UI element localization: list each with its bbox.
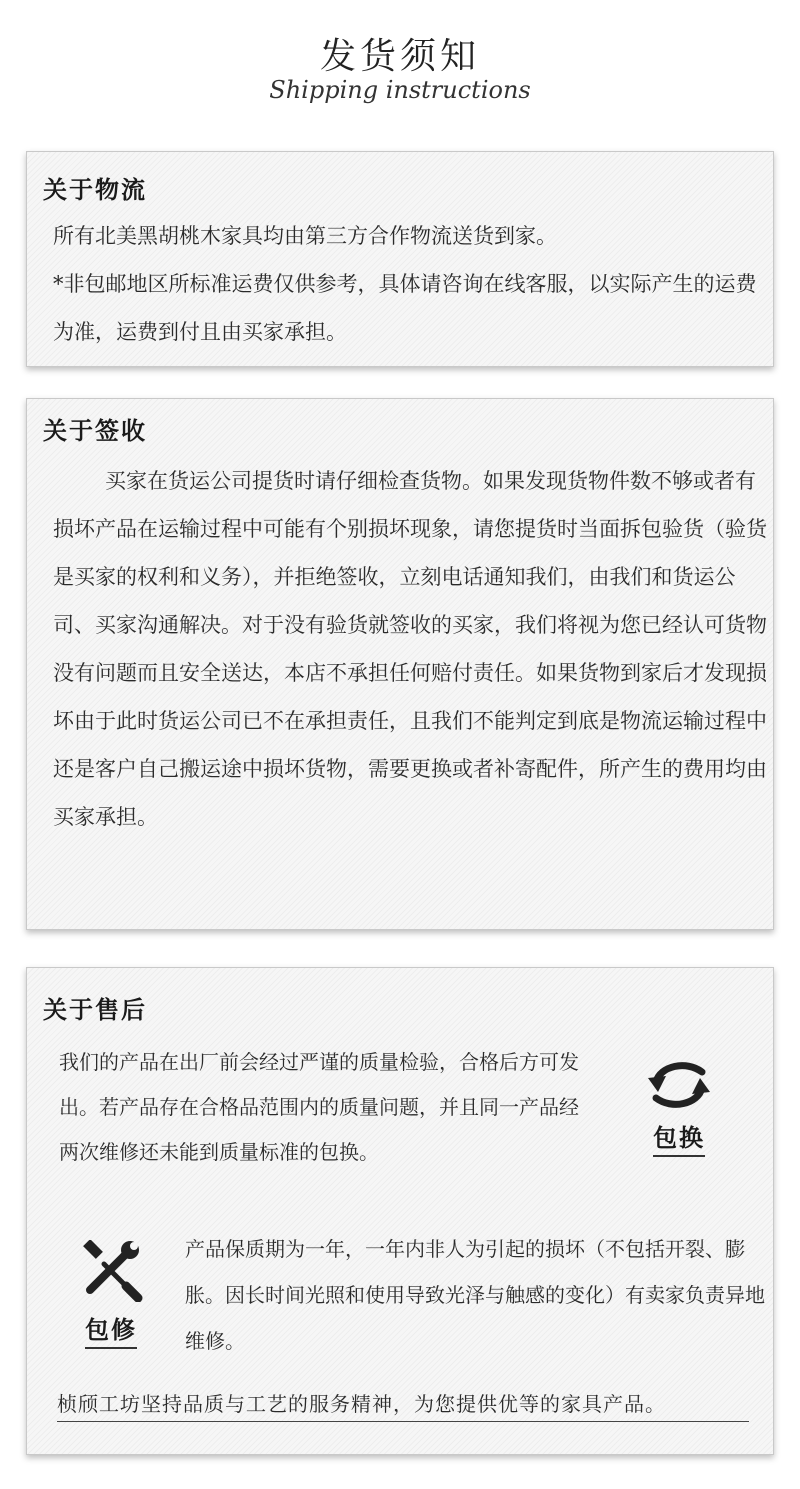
repair-label: 包修 bbox=[85, 1310, 137, 1349]
logistics-title: 关于物流 bbox=[43, 176, 147, 204]
page-title: 发货须知 bbox=[319, 36, 480, 77]
aftersale-card bbox=[26, 967, 774, 1455]
page-subtitle: Shipping instructions bbox=[269, 76, 531, 104]
warranty-policy-text: 产品保质期为一年，一年内非人为引起的损坏（不包括开裂、膨胀。因长时间光照和使用导致光泽与触感的变化）有卖家负责异地维修。 bbox=[185, 1237, 765, 1353]
service-slogan: 桢颀工坊坚持品质与工艺的服务精神，为您提供优等的家具产品。 bbox=[57, 1388, 749, 1422]
exchange-policy-text: 我们的产品在出厂前会经过严谨的质量检验，合格后方可发出。若产品存在合格品范围内的质量问题，并且同一产品经两次维修还未能到质量标准的包换。 bbox=[59, 1050, 579, 1164]
signing-paragraph: 买家在货运公司提货时请仔细检查货物。如果发现货物件数不够或者有损坏产品在运输过程中可能有个别损坏现象，请您提货时当面拆包验货（验货是买家的权利和义务），并拒绝签收，立刻电话通知我们，由我们和货运公司、买家沟通解决。对于没有验货就签收的买家，我们将视为您已经认可货物没有问题而且安全送达，本店不承担任何赔付责任。如果货物到家后才发现损坏由于此时货运公司已不在承担责任，且我们不能判定到底是物流运输过程中还是客户自己搬运途中损坏货物，需要更换或者补寄配件，所产生的费用均由买家承担。 bbox=[53, 469, 767, 829]
wrench-screwdriver-icon bbox=[78, 1240, 144, 1302]
exchange-arrows-icon bbox=[646, 1056, 712, 1114]
logistics-body bbox=[53, 212, 767, 356]
logistics-card bbox=[26, 151, 774, 367]
signing-body bbox=[53, 457, 767, 841]
page-header bbox=[0, 0, 800, 120]
logistics-line-1: 所有北美黑胡桃木家具均由第三方合作物流送货到家。 bbox=[53, 224, 557, 248]
exchange-label: 包换 bbox=[653, 1118, 705, 1157]
repair-badge bbox=[71, 1240, 151, 1350]
logistics-line-2: *非包邮地区所标准运费仅供参考，具体请咨询在线客服，以实际产生的运费为准，运费到付且由买家承担。 bbox=[53, 272, 757, 344]
signing-card bbox=[26, 398, 774, 930]
signing-title: 关于签收 bbox=[43, 417, 147, 445]
aftersale-title: 关于售后 bbox=[43, 996, 147, 1024]
exchange-badge bbox=[639, 1056, 719, 1166]
